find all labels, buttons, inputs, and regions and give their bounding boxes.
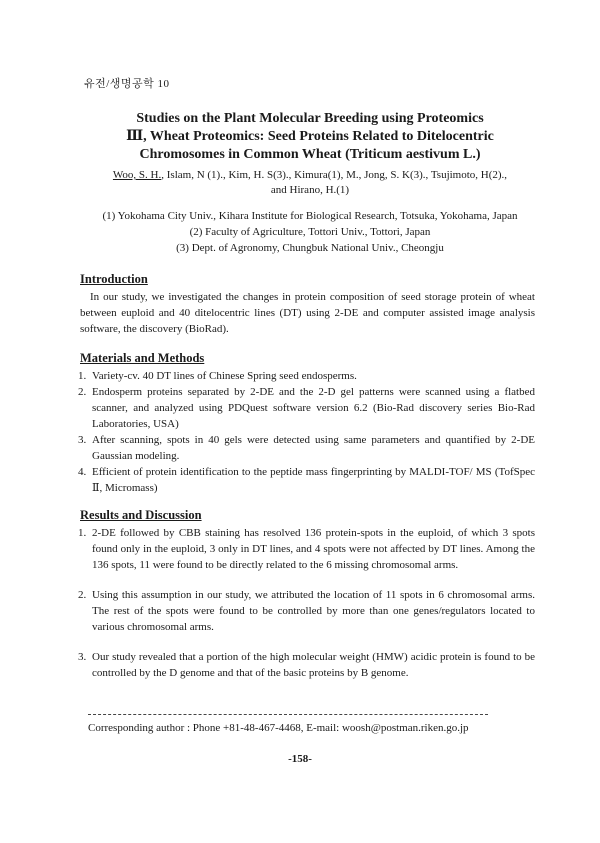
author-line-1 bbox=[70, 168, 550, 183]
methods-item: 2. Endosperm proteins separated by 2-DE and the 2-D gel patterns were scanned using a flatbed scanner, and analyzed using PDQuest software version 6.2 (Bio-Rad discovery series Bio-Rad Laboratories, USA) bbox=[78, 386, 535, 430]
methods-heading: Materials and Methods bbox=[80, 351, 205, 365]
affiliation-2: (2) Faculty of Agriculture, Tottori Univ., Tottori, Japan bbox=[189, 226, 431, 238]
title-line-3: Chromosomes in Common Wheat (Triticum aestivum L.) bbox=[139, 147, 481, 162]
title-line-1: Studies on the Plant Molecular Breeding using Proteomics bbox=[136, 111, 484, 126]
introduction-section bbox=[80, 271, 535, 337]
methods-item: 4. Efficient of protein identification to the peptide mass fingerprinting by MALDI-TOF/ MS (TofSpec Ⅱ, Micromass) bbox=[78, 466, 535, 494]
methods-section bbox=[80, 350, 535, 496]
title-line-2: Ⅲ, Wheat Proteomics: Seed Proteins Related to Ditelocentric bbox=[126, 129, 494, 144]
corresponding-author: Corresponding author : Phone +81-48-467-4468, E-mail: woosh@postman.riken.go.jp bbox=[88, 722, 469, 734]
affiliation-1: (1) Yokohama City Univ., Kihara Institute for Biological Research, Totsuka, Yokohama, Japan bbox=[102, 210, 518, 222]
results-item: 2. Using this assumption in our study, we attributed the location of 11 spots in 6 chromosomal arms. The rest of the spots were found to be controlled by more than one genes/regulators located to various chromosomal arms. bbox=[78, 589, 535, 633]
methods-item: 1. Variety-cv. 40 DT lines of Chinese Spring seed endosperms. bbox=[78, 370, 357, 382]
results-heading: Results and Discussion bbox=[80, 508, 202, 522]
page-number: -158- bbox=[288, 753, 312, 765]
affiliations bbox=[60, 208, 560, 256]
paper-title bbox=[60, 110, 560, 164]
results-item: 1. 2-DE followed by CBB staining has resolved 136 protein-spots in the euploid, of which 3 spots found only in the euploid, 3 only in DT lines, and 4 spots were not affected by DT lines. Among the 136 spots, 11 were found to be directly related to the 6 missing chromosomal arms. bbox=[78, 527, 535, 571]
session-tag: 유전/생명공학 10 bbox=[84, 78, 170, 90]
results-list bbox=[80, 525, 535, 681]
methods-list bbox=[80, 368, 535, 496]
affiliation-3: (3) Dept. of Agronomy, Chungbuk National Univ., Cheongju bbox=[176, 242, 444, 254]
introduction-text: In our study, we investigated the changes in protein composition of seed storage protein of wheat between euploid and 40 ditelocentric lines (DT) using 2-DE and computer assisted image analysis software, the discovery (BioRad). bbox=[80, 291, 535, 335]
author-line-2: and Hirano, H.(1) bbox=[270, 184, 350, 196]
introduction-heading: Introduction bbox=[80, 272, 148, 286]
methods-item: 3. After scanning, spots in 40 gels were detected using same parameters and quantified by 2-DE Gaussian modeling. bbox=[78, 434, 535, 462]
co-authors: , Islam, N (1)., Kim, H. S(3)., Kimura(1), M., Jong, S. K(3)., Tsujimoto, H(2)., bbox=[161, 169, 508, 181]
lead-author: Woo, S. H. bbox=[112, 169, 162, 181]
results-section bbox=[80, 507, 535, 681]
footnote-divider bbox=[88, 714, 488, 715]
results-item: 3. Our study revealed that a portion of the high molecular weight (HMW) acidic protein is found to be controlled by the D genome and that of the basic proteins by B genome. bbox=[78, 651, 535, 679]
author-list bbox=[70, 168, 550, 198]
